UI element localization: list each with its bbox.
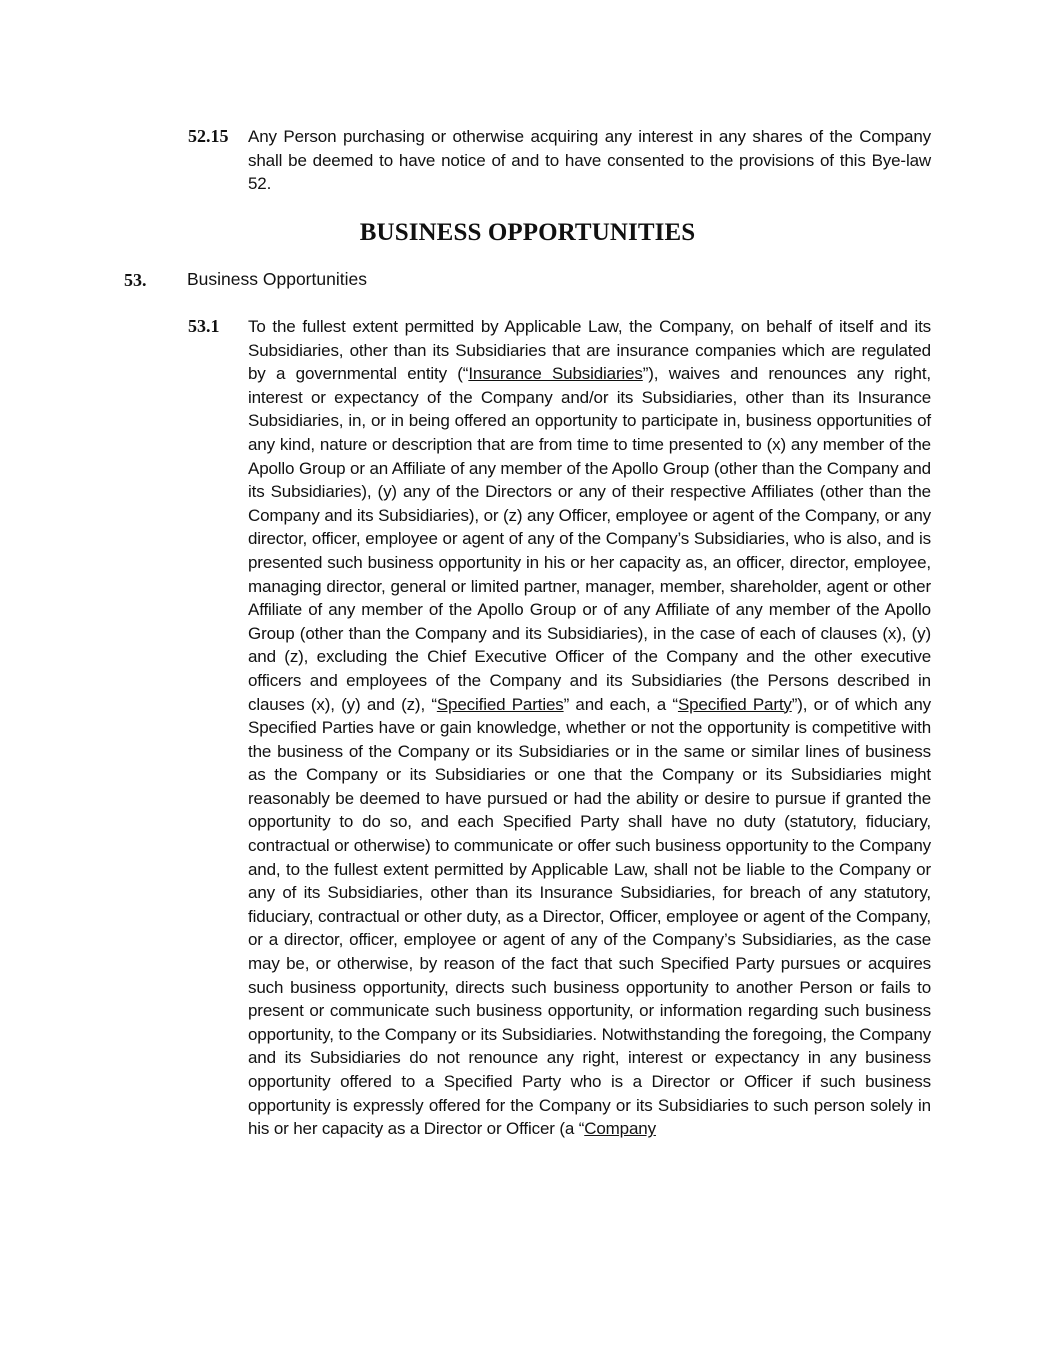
clause-53-1-text-part-1: To the fullest extent permitted by Applicable Law, the Company, on behalf of itself and its Subsidiaries, other than its Subsidiaries that are insurance companies which are regulated by a governmental entity (“ <box>248 317 931 384</box>
clause-number-52-15: 52.15 <box>188 126 229 146</box>
defined-term-specified-party: Specified Party <box>677 694 792 714</box>
section-number-53: 53. <box>124 270 147 290</box>
clause-53-1-text-part-2: ”), waives and renounces any right, interest or expectancy of the Company and/or its Subsidiaries, other than its Insurance Subsidiaries, in, or in being offered an opportunity to participate in, business opportunities of any kind, nature or description that are from time to time presented to (x) any member of the Apollo Group or an Affiliate of any member of the Apollo Group (other than the Company and its Subsidiaries), (y) any of the Directors or any of their respective Affiliates (other than the Company and its Subsidiaries), or (z) any Officer, employee or agent of the Company, or any director, officer, employee or agent of any of the Company’s Subsidiaries, who is also, and is presented such business opportunity in his or her capacity as, an officer, director, employee, managing director, general or limited partner, manager, member, shareholder, agent or other Affiliate of any member of the Apollo Group or of any Affiliate of any member of the Apollo Group (other than the Company and its Subsidiaries), in the case of each of clauses (x), (y) and (z), excluding the Chief Executive Officer of the Company and the other executive officers and employees of the Company and its Subsidiaries (the Persons described in clauses (x), (y) and (z), “ <box>248 364 931 714</box>
clause-text-52-15: Any Person purchasing or otherwise acquiring any interest in any shares of the Company shall be deemed to have notice of and to have consented to the provisions of this Bye-law 52. <box>248 127 931 194</box>
section-title-53: Business Opportunities <box>187 269 367 289</box>
clause-text-53-1 <box>248 315 931 1141</box>
section-heading: BUSINESS OPPORTUNITIES <box>359 219 696 246</box>
defined-term-specified-parties: Specified Parties <box>436 694 564 714</box>
defined-term-insurance-subsidiaries: Insurance Subsidiaries <box>468 364 643 384</box>
clause-53-1-text-part-3: ” and each, a “ <box>563 694 678 714</box>
defined-term-company: Company <box>584 1119 656 1139</box>
clause-number-53-1: 53.1 <box>188 316 220 336</box>
clause-53-1-text-part-4: ”), or of which any Specified Parties have or gain knowledge, whether or not the opportunity is competitive with the business of the Company or its Subsidiaries or in the same or similar lines of business as the Company or its Subsidiaries or one that the Company or its Subsidiaries might reasonably be deemed to have pursued or had the ability or desire to pursue if granted the opportunity to do so, and each Specified Party shall have no duty (statutory, fiduciary, contractual or otherwise) to communicate or offer such business opportunity to the Company and, to the fullest extent permitted by Applicable Law, shall not be liable to the Company or any of its Subsidiaries, other than its Insurance Subsidiaries, for breach of any statutory, fiduciary, contractual or other duty, as a Director, Officer, employee or agent of the Company, or a director, officer, employee or agent of any of the Company’s Subsidiaries, as the case may be, or otherwise, by reason of the fact that such Specified Party pursues or acquires such business opportunity, directs such business opportunity to another Person or fails to present or communicate such business opportunity, or information regarding such business opportunity, to the Company or its Subsidiaries. Notwithstanding the foregoing, the Company and its Subsidiaries do not renounce any right, interest or expectancy in any business opportunity offered to a Specified Party who is a Director or Officer if such business opportunity is expressly offered for the Company or its Subsidiaries to such person solely in his or her capacity as a Director or Officer (a “ <box>248 694 931 1139</box>
